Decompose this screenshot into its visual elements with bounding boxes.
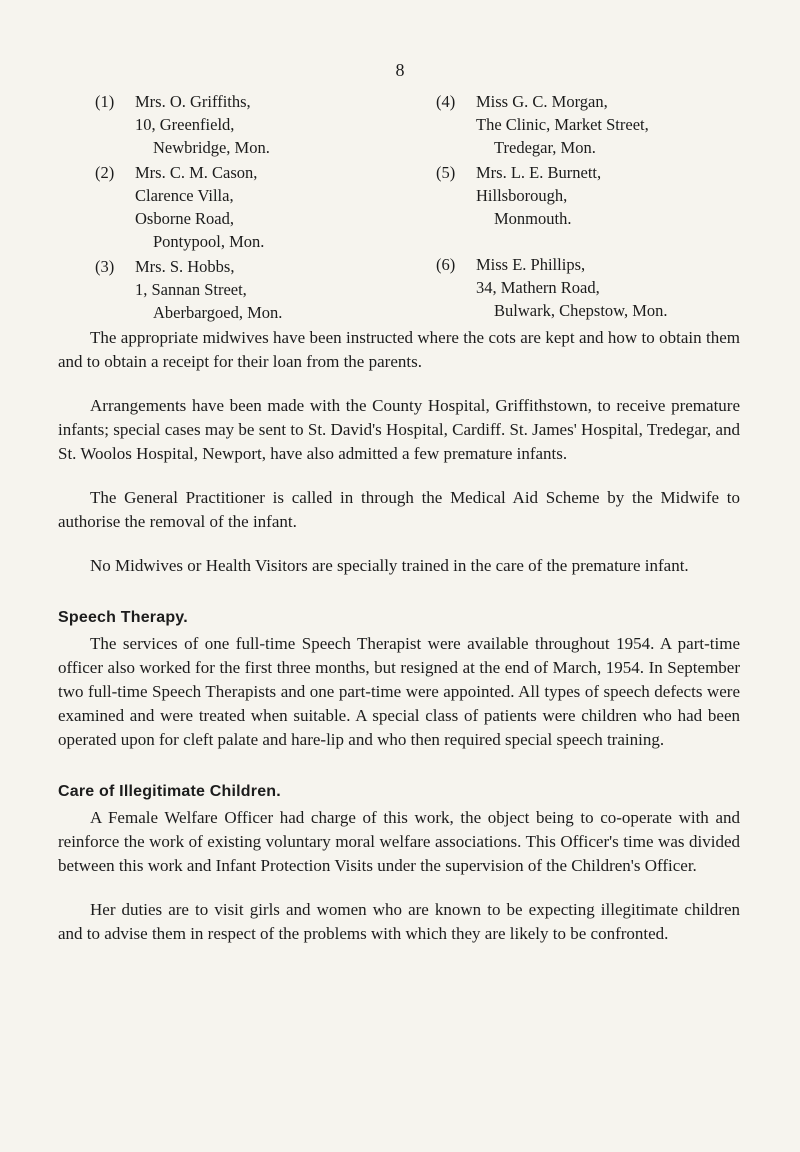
paragraph: The appropriate midwives have been instructed where the cots are kept and how to obtain them and to obtain a receipt for their loan from the parents. [58,328,740,371]
address-number: (3) [95,257,115,276]
address-list-right [436,90,776,324]
paragraph: Her duties are to visit girls and women who are known to be expecting illegitimate children and to advise them in respect of the problems with which they are likely to be confronted. [58,900,740,943]
address-number: (2) [95,163,115,182]
paragraph: A Female Welfare Officer had charge of this work, the object being to co-operate with and reinforce the work of existing voluntary moral welfare associations. This Officer's time was divided between this work and Infant Protection Visits under the supervision of the Children's Officer. [58,808,740,875]
address-line: 1, Sannan Street, [135,280,247,299]
address-number: (1) [95,92,115,111]
address-line: Pontypool, Mon. [153,232,265,251]
address-line: Mrs. S. Hobbs, [135,257,235,276]
address-line: 10, Greenfield, [135,115,235,134]
paragraph: No Midwives or Health Visitors are specially trained in the care of the premature infant. [90,556,689,575]
address-entry [436,253,776,322]
address-line: Mrs. C. M. Cason, [135,163,258,182]
section-heading-speech-therapy: Speech Therapy. [58,609,188,626]
address-line: Clarence Villa, [135,186,234,205]
section-heading-illegitimate-children: Care of Illegitimate Children. [58,783,281,800]
paragraph: The services of one full-time Speech Therapist were available throughout 1954. A part-time officer also worked for the first three months, but resigned at the end of March, 1954. In September two full-time Speech Therapists and one part-time were appointed. All types of speech defects were examined and were treated when suitable. A special class of patients were children who had been operated upon for cleft palate and hare-lip and who then required special speech training. [58,634,740,749]
address-line: Newbridge, Mon. [153,138,270,157]
address-number: (4) [436,92,456,111]
body-text [58,326,740,966]
address-line: The Clinic, Market Street, [476,115,649,134]
paragraph: The General Practitioner is called in through the Medical Aid Scheme by the Midwife to authorise the removal of the infant. [58,488,740,531]
address-line: Bulwark, Chepstow, Mon. [494,301,668,320]
address-line: Mrs. O. Griffiths, [135,92,251,111]
address-entry [95,161,395,253]
address-number: (6) [436,255,456,274]
address-line: Miss E. Phillips, [476,255,586,274]
address-entry [95,255,395,324]
address-entry [95,90,395,159]
page-number: 8 [395,60,405,80]
address-line: Aberbargoed, Mon. [153,303,283,322]
address-line: Hillsborough, [476,186,568,205]
address-list-left [95,90,395,326]
address-line: Mrs. L. E. Burnett, [476,163,602,182]
address-entry [436,90,776,159]
address-line: Osborne Road, [135,209,234,228]
paragraph: Arrangements have been made with the County Hospital, Griffithstown, to receive premature infants; special cases may be sent to St. David's Hospital, Cardiff. St. James' Hospital, Tredegar, and St. Woolos Hospital, Newport, have also admitted a few premature infants. [58,396,740,463]
address-line: Tredegar, Mon. [494,138,596,157]
address-line: 34, Mathern Road, [476,278,600,297]
address-number: (5) [436,163,456,182]
address-line: Miss G. C. Morgan, [476,92,608,111]
address-line: Monmouth. [494,209,572,228]
address-entry [436,161,776,230]
